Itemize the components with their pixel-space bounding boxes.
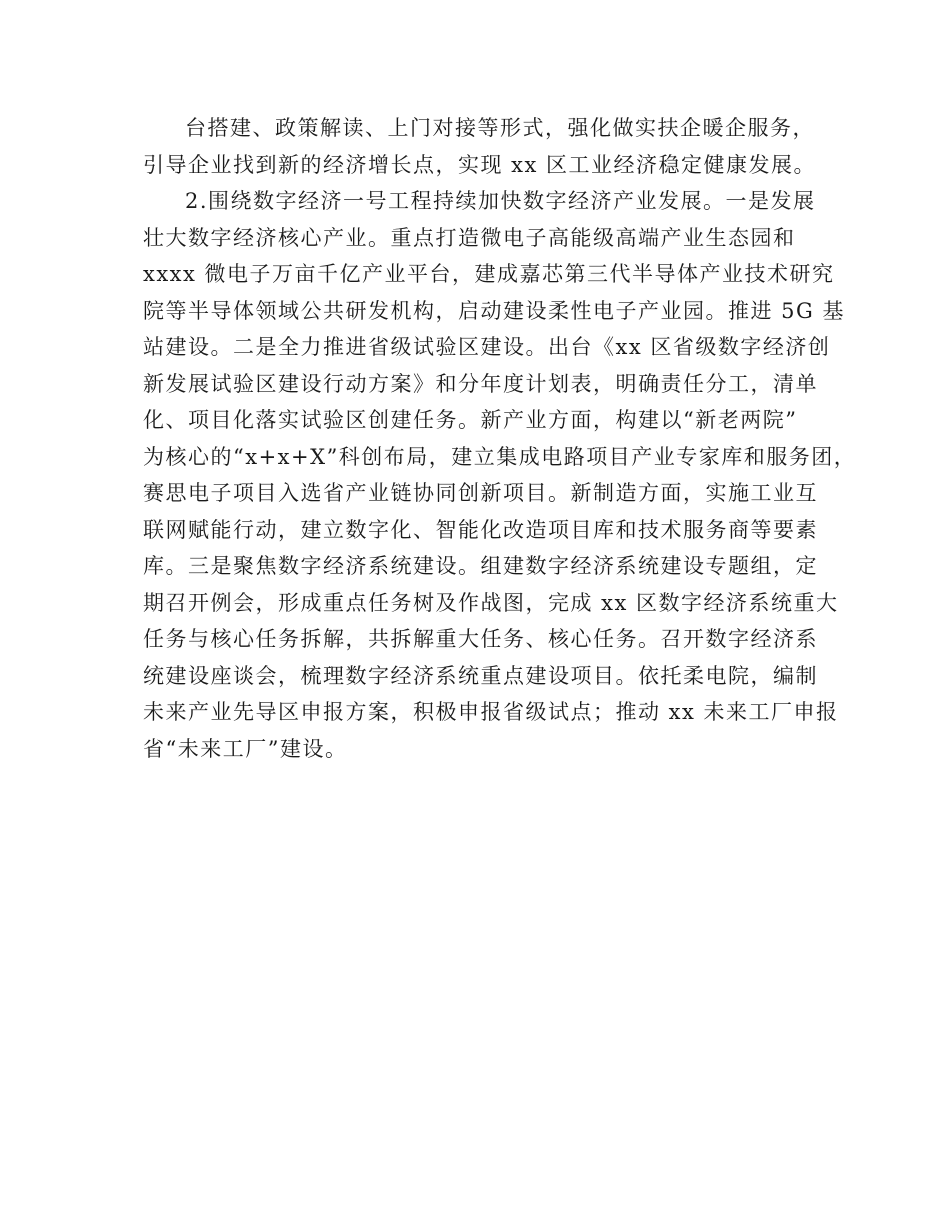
text-line: 2.围绕数字经济一号工程持续加快数字经济产业发展。一是发展 <box>185 189 816 213</box>
text-line: 台搭建、政策解读、上门对接等形式，强化做实扶企暖企服务， <box>185 116 815 140</box>
text-line: 为核心的“x+x+X”科创布局，建立集成电路项目产业专家库和服务团， <box>143 444 857 469</box>
text-line: xxxx 微电子万亩千亿产业平台，建成嘉芯第三代半导体产业技术研究 <box>143 262 835 286</box>
text-line: 省“未来工厂”建设。 <box>143 736 348 761</box>
text-line: 未来产业先导区申报方案，积极申报省级试点；推动 xx 未来工厂申报 <box>143 700 839 724</box>
text-line: 期召开例会，形成重点任务树及作战图，完成 xx 区数字经济系统重大 <box>143 590 839 615</box>
text-line: 引导企业找到新的经济增长点，实现 xx 区工业经济稳定健康发展。 <box>143 152 817 177</box>
text-line: 壮大数字经济核心产业。重点打造微电子高能级高端产业生态园和 <box>143 225 796 250</box>
text-line: 赛思电子项目入选省产业链协同创新项目。新制造方面，实施工业互 <box>143 481 818 505</box>
body-text <box>143 110 857 767</box>
text-line: 站建设。二是全力推进省级试验区建设。出台《xx 区省级数字经济创 <box>143 335 831 359</box>
text-line: 化、项目化落实试验区创建任务。新产业方面，构建以“新老两院” <box>143 408 798 432</box>
text-line: 新发展试验区建设行动方案》和分年度计划表，明确责任分工，清单 <box>143 371 818 396</box>
text-line: 院等半导体领域公共研发机构，启动建设柔性电子产业园。推进 5G 基 <box>143 298 845 323</box>
text-line: 库。三是聚焦数字经济系统建设。组建数字经济系统建设专题组，定 <box>143 554 818 578</box>
text-line: 任务与核心任务拆解，共拆解重大任务、核心任务。召开数字经济系 <box>143 627 818 651</box>
text-line: 统建设座谈会，梳理数字经济系统重点建设项目。依托柔电院，编制 <box>143 663 818 688</box>
text-line: 联网赋能行动，建立数字化、智能化改造项目库和技术服务商等要素 <box>143 517 818 542</box>
